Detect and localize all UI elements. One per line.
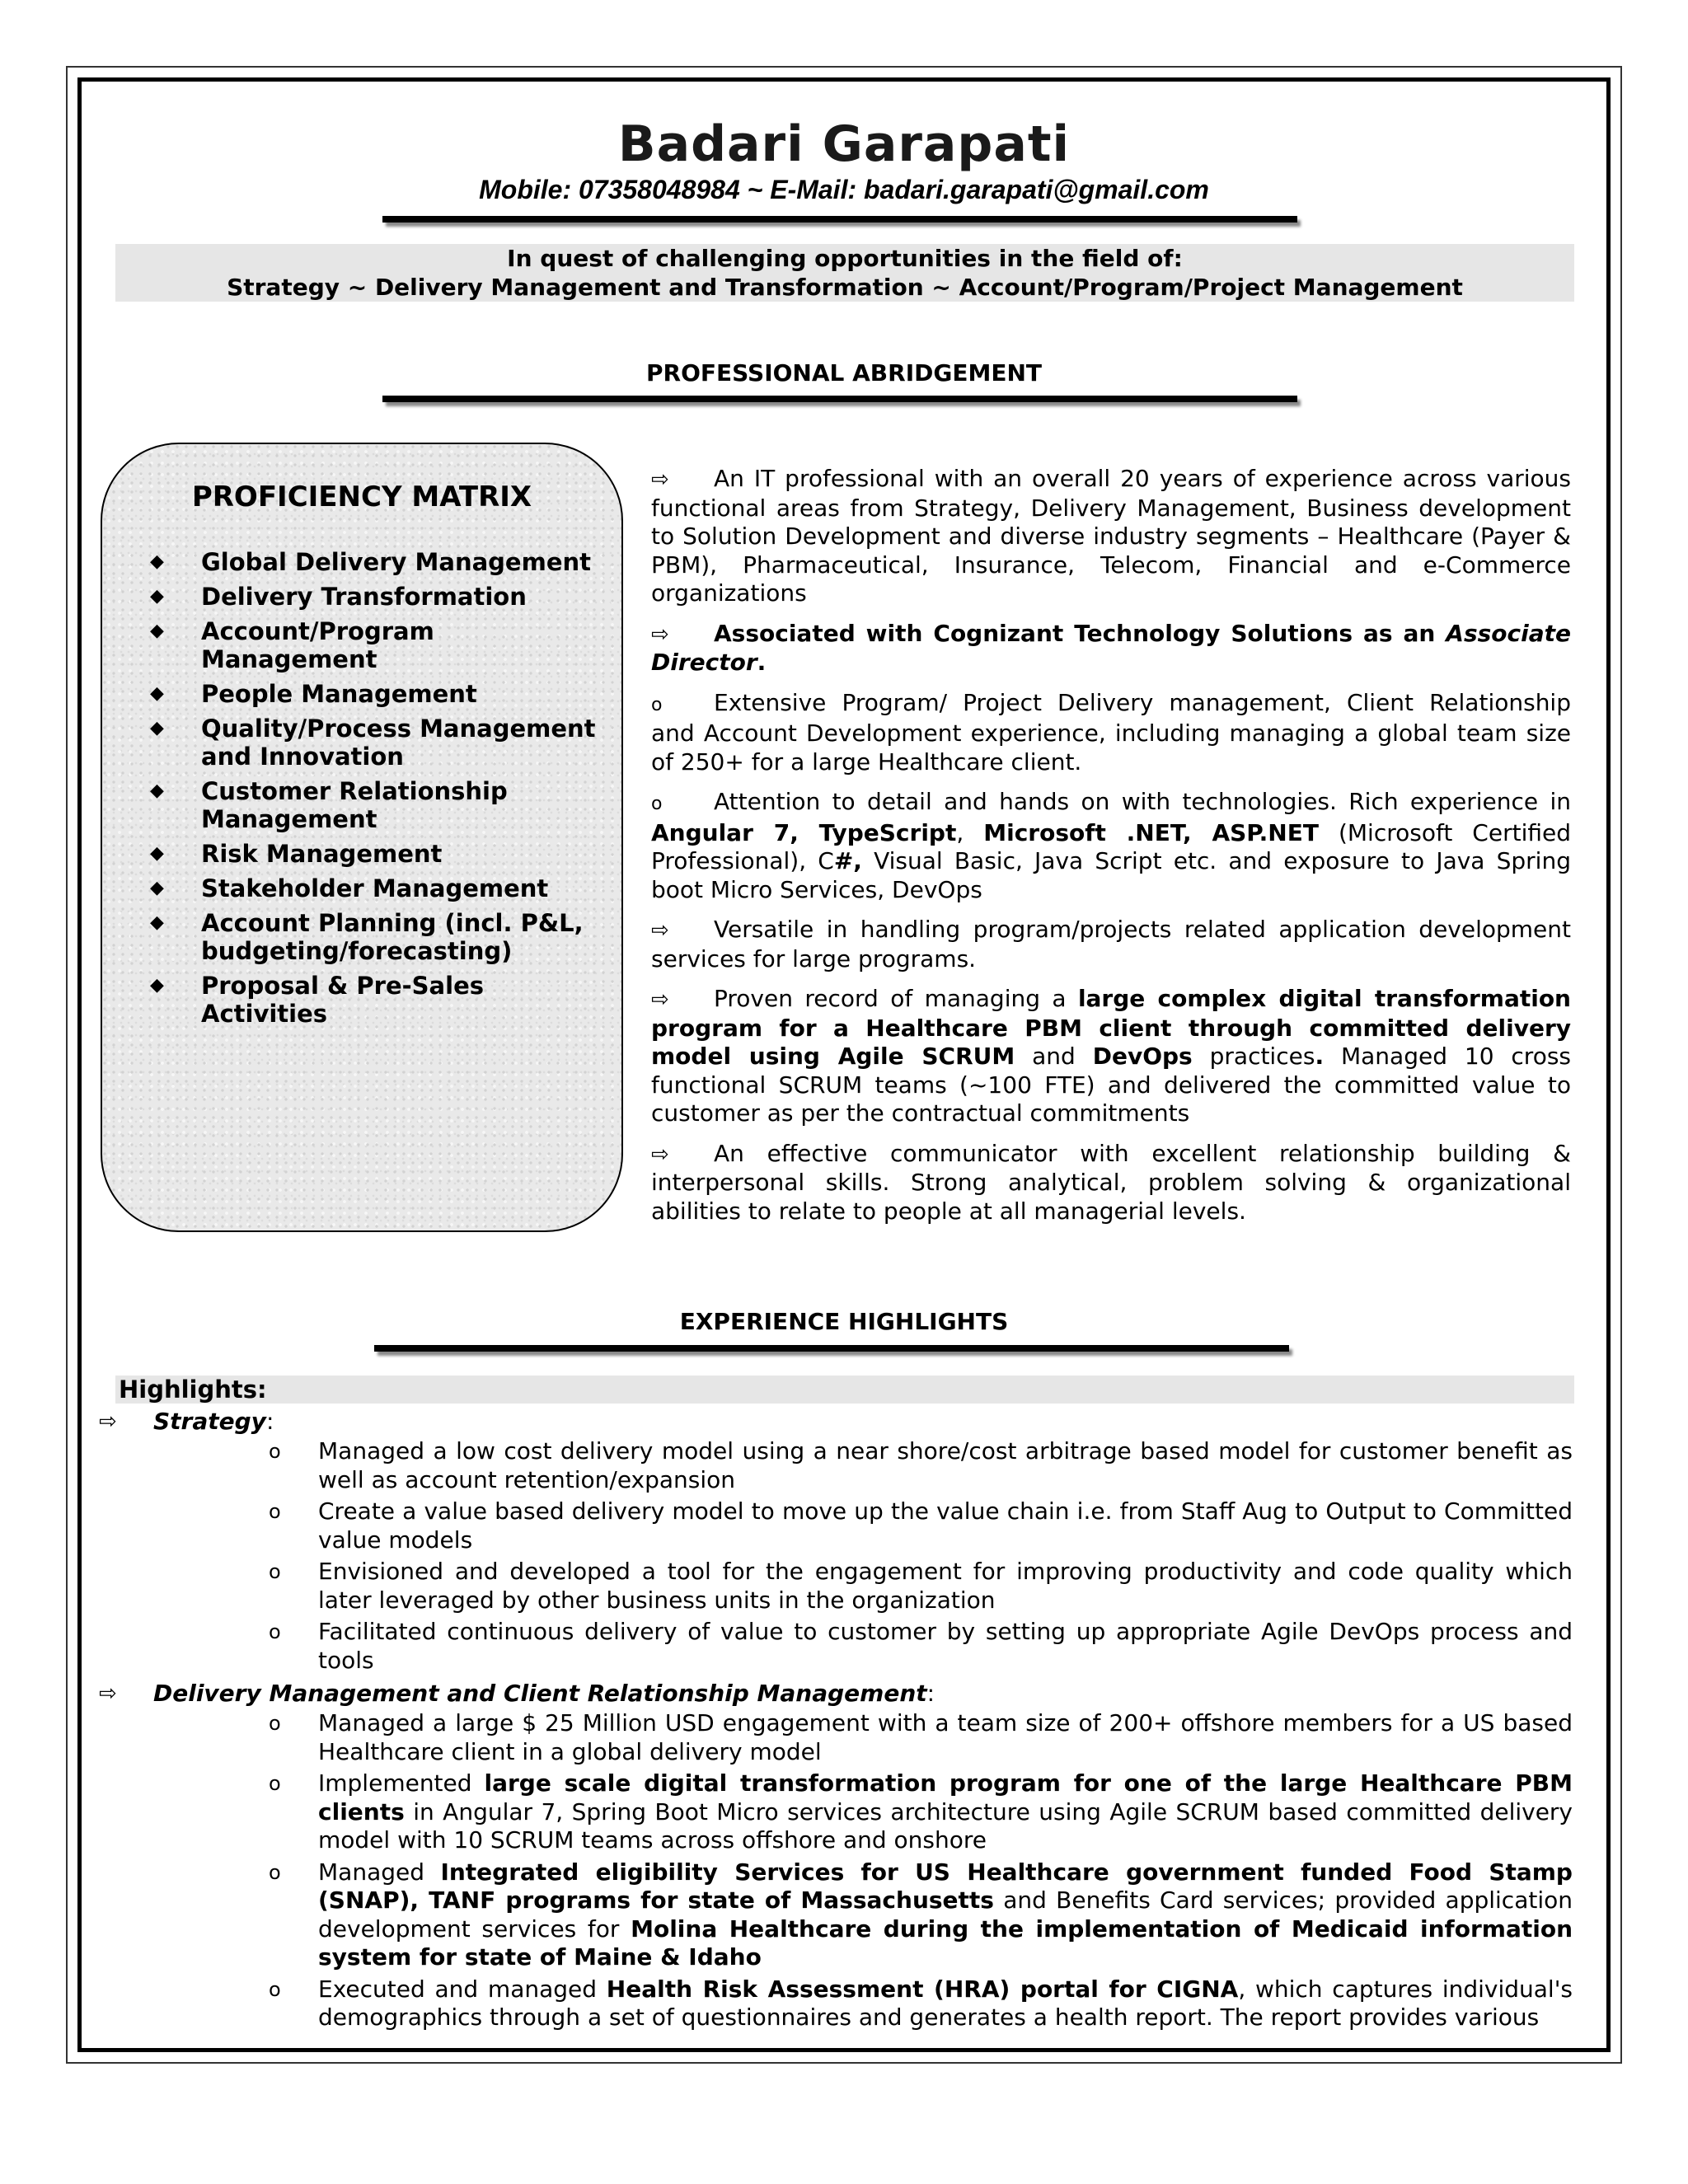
- circle-bullet-icon: o: [269, 1440, 281, 1463]
- circle-bullet-icon: o: [269, 1500, 281, 1523]
- professional-summary: [651, 465, 1571, 1237]
- circle-bullet-icon: o: [269, 1860, 281, 1884]
- arrow-right-icon: ⇨: [651, 621, 669, 647]
- quest-line-1: In quest of challenging opportunities in the field of:: [507, 245, 1183, 272]
- proficiency-list: [150, 548, 612, 1034]
- proficiency-item: ◆ Stakeholder Management: [150, 874, 549, 902]
- list-item: o Create a value based delivery model to move up the value chain i.e. from Staff Aug to Output to Committed value models: [269, 1497, 1573, 1554]
- diamond-bullet-icon: ◆: [150, 621, 164, 641]
- summary-paragraph: ⇨ Versatile in handling program/projects related application development services for large programs.: [651, 916, 1571, 972]
- diamond-bullet-icon: ◆: [150, 780, 164, 801]
- diamond-bullet-icon: ◆: [150, 551, 164, 572]
- arrow-right-icon: ⇨: [651, 987, 669, 1012]
- diamond-bullet-icon: ◆: [150, 843, 164, 864]
- arrow-right-icon: ⇨: [99, 1409, 117, 1434]
- circle-bullet-icon: o: [651, 694, 663, 715]
- arrow-right-icon: ⇨: [651, 1141, 669, 1167]
- circle-bullet-icon: o: [269, 1620, 281, 1643]
- strategy-list: [99, 1437, 1573, 1675]
- list-item: o Implemented large scale digital transformation program for one of the large Healthcare PBM clients in Angular 7, Spring Boot Micro services architecture using Agile SCRUM based committed delivery model with 10 SCRUM teams across offshore and onshore: [269, 1769, 1573, 1854]
- proficiency-item: ◆ Global Delivery Management: [150, 548, 591, 576]
- quest-line-2: Strategy ~ Delivery Management and Transformation ~ Account/Program/Project Management: [227, 274, 1463, 301]
- proficiency-matrix-title: PROFICIENCY MATRIX: [191, 480, 532, 513]
- delivery-list: [99, 1709, 1573, 2032]
- arrow-right-icon: ⇨: [651, 918, 669, 943]
- experience-highlights: [99, 1406, 1573, 2036]
- diamond-bullet-icon: ◆: [150, 878, 164, 898]
- diamond-bullet-icon: ◆: [150, 912, 164, 933]
- diamond-bullet-icon: ◆: [150, 586, 164, 607]
- diamond-bullet-icon: ◆: [150, 718, 164, 738]
- proficiency-item: ◆ Proposal & Pre-Sales Activities: [150, 972, 485, 1028]
- proficiency-item: ◆ Customer Relationship Management: [150, 777, 508, 833]
- contact-line: Mobile: 07358048984 ~ E-Mail: badari.garapati@gmail.com: [479, 175, 1209, 204]
- experience-rule: [374, 1345, 1289, 1352]
- header-rule: [382, 216, 1297, 223]
- circle-bullet-icon: o: [269, 1712, 281, 1735]
- summary-paragraph: ⇨ Associated with Cognizant Technology Solutions as an Associate Director.: [651, 619, 1571, 676]
- arrow-right-icon: ⇨: [651, 467, 669, 492]
- quest-banner: [115, 244, 1574, 302]
- proficiency-matrix-box: [101, 443, 623, 1232]
- circle-bullet-icon: o: [651, 794, 663, 814]
- list-item: o Facilitated continuous delivery of value to customer by setting up appropriate Agile DevOps process and tools: [269, 1618, 1573, 1674]
- category-delivery-management: ⇨ Delivery Management and Client Relationship Management:: [99, 1678, 1573, 1709]
- list-item: o Executed and managed Health Risk Assessment (HRA) portal for CIGNA, which captures individual's demographics through a set of questionnaires and generates a health report. The report provides various: [269, 1975, 1573, 2031]
- circle-bullet-icon: o: [269, 1977, 281, 2001]
- proficiency-item: ◆ Account Planning (incl. P&L, budgeting/forecasting): [150, 909, 584, 965]
- list-item: o Managed a large $ 25 Million USD engagement with a team size of 200+ offshore members for a US based Healthcare client in a global delivery model: [269, 1709, 1573, 1765]
- proficiency-item: ◆ Risk Management: [150, 840, 443, 868]
- highlights-label: Highlights:: [115, 1376, 1574, 1404]
- proficiency-item: ◆ People Management: [150, 680, 477, 708]
- abridgement-rule: [382, 396, 1297, 402]
- arrow-right-icon: ⇨: [99, 1681, 117, 1706]
- list-item: o Managed a low cost delivery model using a near shore/cost arbitrage based model for customer benefit as well as account retention/expansion: [269, 1437, 1573, 1493]
- list-item: o Envisioned and developed a tool for the engagement for improving productivity and code quality which later leveraged by other business units in the organization: [269, 1558, 1573, 1614]
- circle-bullet-icon: o: [269, 1772, 281, 1795]
- diamond-bullet-icon: ◆: [150, 683, 164, 704]
- proficiency-item: ◆ Quality/Process Management and Innovation: [150, 715, 596, 771]
- section-title-experience: EXPERIENCE HIGHLIGHTS: [679, 1308, 1009, 1335]
- circle-bullet-icon: o: [269, 1560, 281, 1583]
- summary-paragraph: o Attention to detail and hands on with technologies. Rich experience in Angular 7, TypeScript, Microsoft .NET, ASP.NET (Microsoft Certified Professional), C#, Visual Basic, Java Script etc. and exposure to Java Spring boot Micro Services, DevOps: [651, 788, 1571, 903]
- list-item: o Managed Integrated eligibility Services for US Healthcare government funded Food Stamp (SNAP), TANF programs for state of Massachusetts and Benefits Card services; provided application development services for Molina Healthcare during the implementation of Medicaid information system for state of Maine & Idaho: [269, 1858, 1573, 1971]
- summary-paragraph: o Extensive Program/ Project Delivery management, Client Relationship and Account Development experience, including managing a global team size of 250+ for a large Healthcare client.: [651, 688, 1571, 776]
- summary-paragraph: ⇨ An IT professional with an overall 20 years of experience across various functional areas from Strategy, Delivery Management, Business development to Solution Development and diverse industry segments – Healthcare (Payer & PBM), Pharmaceutical, Insurance, Telecom, Financial and e-Commerce organizations: [651, 465, 1571, 607]
- proficiency-item: ◆ Account/Program Management: [150, 617, 434, 673]
- proficiency-item: ◆ Delivery Transformation: [150, 583, 527, 611]
- diamond-bullet-icon: ◆: [150, 975, 164, 996]
- summary-paragraph: ⇨ An effective communicator with excellent relationship building & interpersonal skills. Strong analytical, problem solving & organizational abilities to relate to people at all managerial levels.: [651, 1139, 1571, 1225]
- category-strategy: ⇨ Strategy:: [99, 1406, 1573, 1437]
- summary-paragraph: ⇨ Proven record of managing a large complex digital transformation program for a Healthcare PBM client through committed delivery model using Agile SCRUM and DevOps practices. Managed 10 cross functional SCRUM teams (~100 FTE) and delivered the committed value to customer as per the contractual commitments: [651, 985, 1571, 1127]
- section-title-abridgement: PROFESSIONAL ABRIDGEMENT: [646, 359, 1042, 387]
- candidate-name: Badari Garapati: [617, 115, 1071, 173]
